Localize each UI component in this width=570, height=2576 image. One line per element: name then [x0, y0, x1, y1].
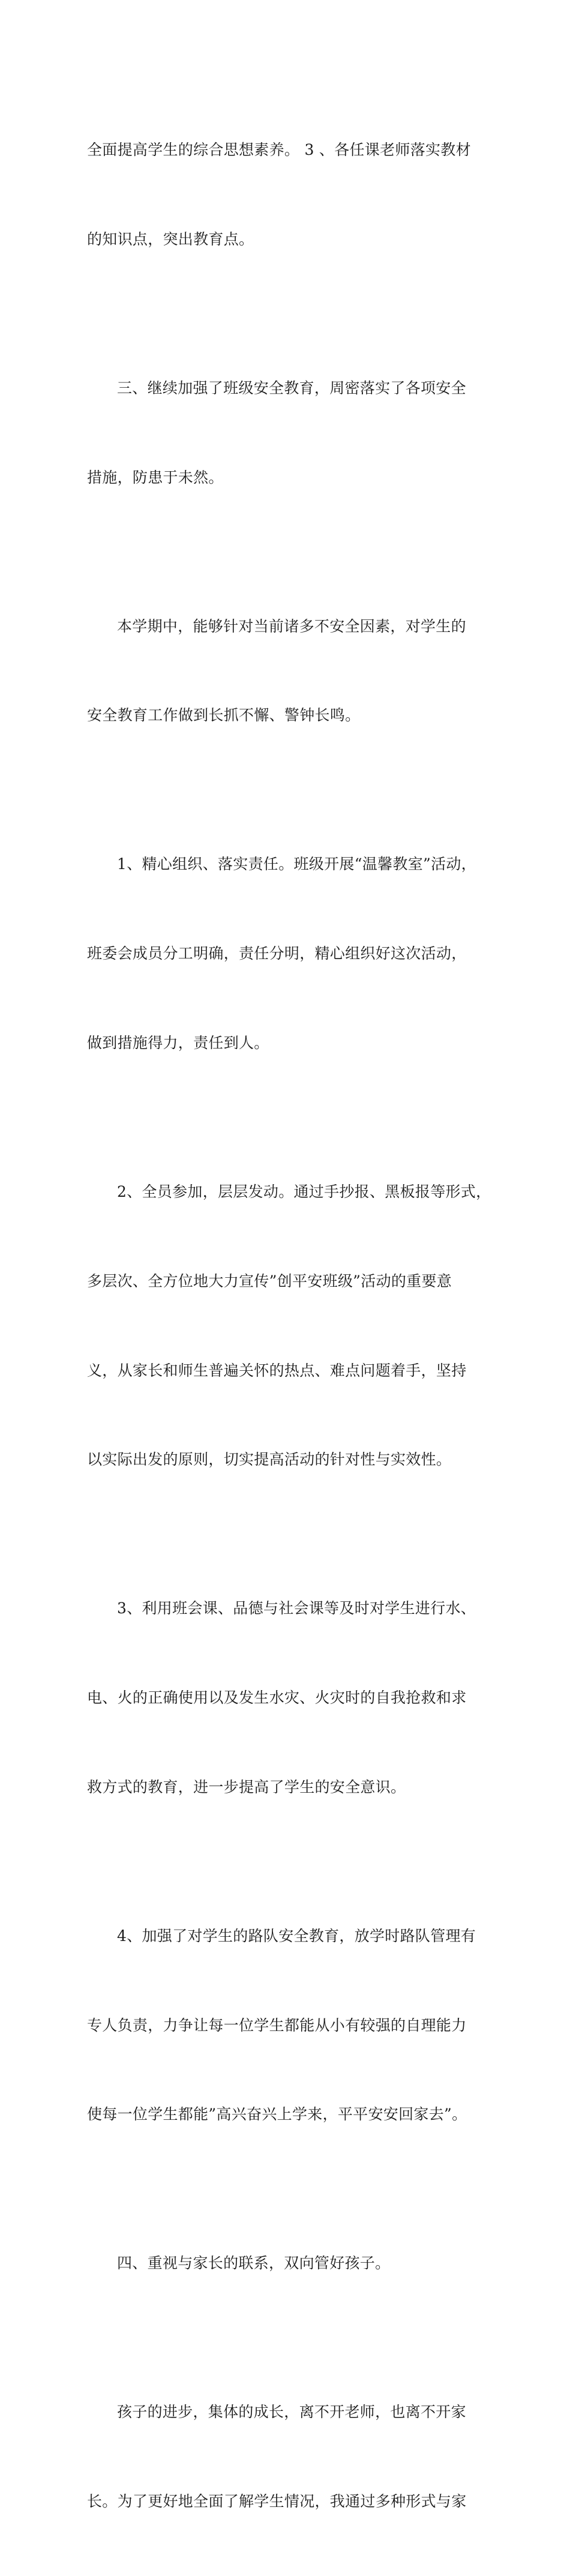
text-line: 使每一位学生都能”高兴奋兴上学来，平平安安回家去”。 — [87, 2105, 467, 2123]
paragraph-2 — [87, 314, 486, 552]
paragraph-9 — [87, 2338, 486, 2576]
text-line: 2、全员参加，层层发动。通过手抄报、黑板报等形式， — [117, 1182, 491, 1200]
text-line: 救方式的教育，进一步提高了学生的安全意识。 — [87, 1778, 406, 1796]
text-line: 孩子的进步，集体的成长，离不开老师，也离不开家 — [117, 2403, 466, 2421]
text-line: 电、火的正确使用以及发生水灾、火灾时的自我抢救和求 — [87, 1689, 467, 1707]
text-line: 以实际出发的原则，切实提高活动的针对性与实效性。 — [87, 1451, 452, 1469]
text-line: 专人负责，力争让每一位学生都能从小有较强的自理能力 — [87, 2016, 467, 2034]
text-line: 全面提高学生的综合思想素养。 3 、各任课老师落实教材 — [87, 141, 471, 159]
text-line: 3、利用班会课、品德与社会课等及时对学生进行水、 — [117, 1599, 476, 1618]
text-line: 安全教育工作做到长抓不懈、警钟长鸣。 — [87, 706, 361, 724]
paragraph-1 — [87, 76, 486, 314]
text-line: 多层次、全方位地大力宣传”创平安班级”活动的重要意 — [87, 1272, 452, 1290]
text-line: 三、继续加强了班级安全教育，周密落实了各项安全 — [117, 379, 466, 397]
text-line: 的知识点，突出教育点。 — [87, 230, 254, 248]
paragraph-5 — [87, 1118, 491, 1534]
text-line: 做到措施得力，责任到人。 — [87, 1034, 269, 1052]
text-line: 措施，防患于未然。 — [87, 468, 224, 486]
paragraph-7 — [87, 1862, 486, 2189]
paragraph-3 — [87, 552, 486, 790]
text-line: 长。为了更好地全面了解学生情况，我通过多种形式与家 — [87, 2493, 467, 2511]
text-line: 4、加强了对学生的路队安全教育，放学时路队管理有 — [117, 1927, 476, 1945]
body-text — [87, 76, 491, 2576]
text-line: 本学期中，能够针对当前诸多不安全因素，对学生的 — [117, 617, 466, 635]
text-line: 义，从家长和师生普遍关怀的热点、难点问题着手，坚持 — [87, 1361, 467, 1379]
text-line: 班委会成员分工明确，责任分明，精心组织好这次活动， — [87, 945, 467, 963]
paragraph-4 — [87, 790, 486, 1118]
paragraph-6 — [87, 1534, 486, 1862]
text-line: 1、精心组织、落实责任。班级开展“温馨教室”活动， — [117, 855, 476, 873]
paragraph-8 — [87, 2189, 486, 2338]
text-line: 四、重视与家长的联系，双向管好孩子。 — [117, 2254, 391, 2272]
